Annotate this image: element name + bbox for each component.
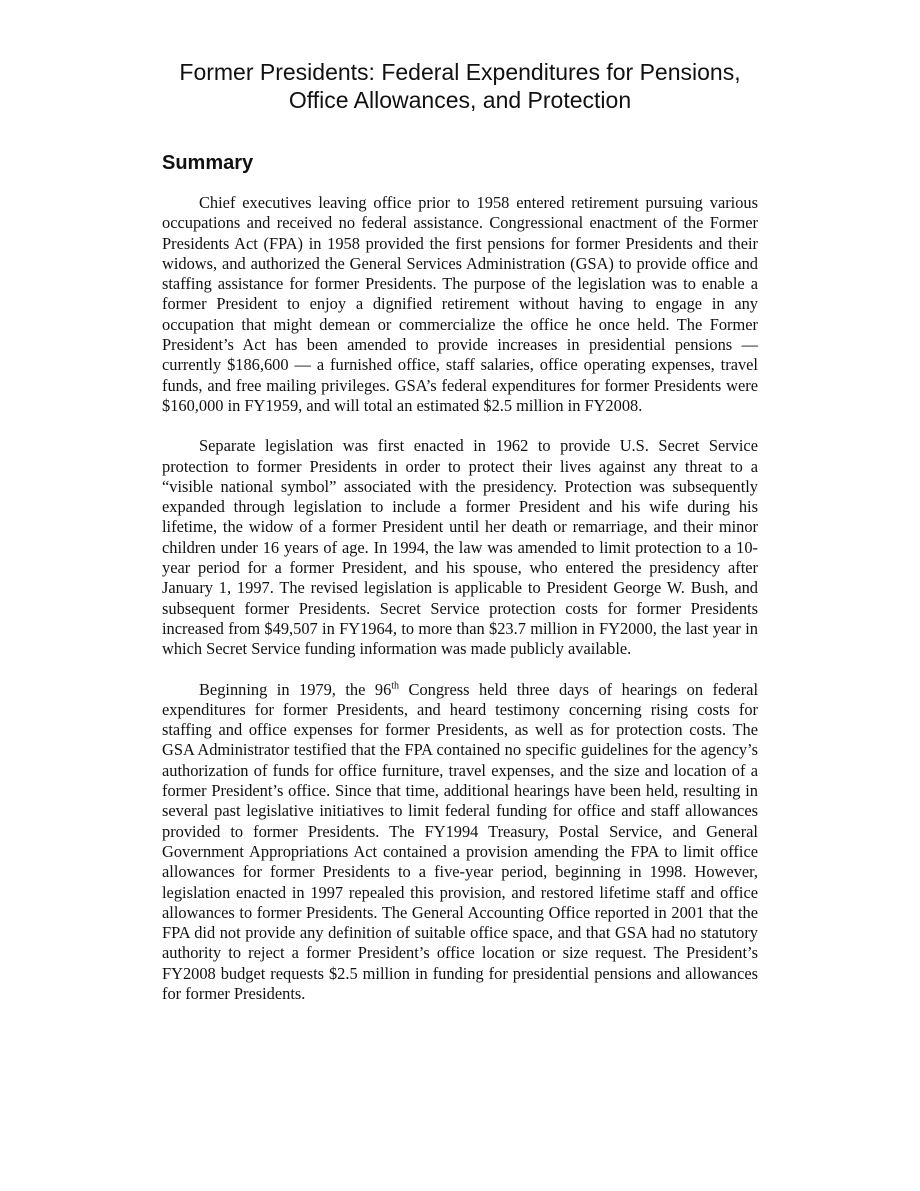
title-line-1: Former Presidents: Federal Expenditures for Pensions, xyxy=(179,59,741,85)
ordinal-superscript: th xyxy=(391,680,400,692)
document-title xyxy=(162,58,758,114)
section-heading: Summary xyxy=(162,152,254,174)
paragraph-2: Separate legislation was first enacted in 1962 to provide U.S. Secret Service protection to former Presidents in order to protect their lives against any threat to a “visible national symbol” associated with the presidency. Protection was subsequently expanded through legislation to include a former President and his wife during his lifetime, the widow of a former President until her death or remarriage, and their minor children under 16 years of age. In 1994, the law was amended to limit protection to a 10-year period for a former President, and his spouse, who entered the presidency after January 1, 1997. The revised legislation is applicable to President George W. Bush, and subsequent former Presidents. Secret Service protection costs for former Presidents increased from $49,507 in FY1964, to more than $23.7 million in FY2000, the last year in which Secret Service funding information was made publicly available. xyxy=(162,436,758,659)
paragraph-3-rest: Congress held three days of hearings on federal expenditures for former Presidents, and heard testimony concerning rising costs for staffing and office expenses for former Presidents, as well as for protection costs. The GSA Administrator testified that the FPA contained no specific guidelines for the agency’s authorization of funds for office furniture, travel expenses, and the size and location of a former President’s office. Since that time, additional hearings have been held, resulting in several past legislative initiatives to limit federal funding for office and staff allowances provided to former Presidents. The FY1994 Treasury, Postal Service, and General Government Appropriations Act contained a provision amending the FPA to limit office allowances for former Presidents to a five-year period, beginning in 1998. However, legislation enacted in 1997 repealed this provision, and restored lifetime staff and office allowances to former Presidents. The General Accounting Office reported in 2001 that the FPA did not provide any definition of suitable office space, and that GSA had no statutory authority to reject a former President’s office location or size request. The President’s FY2008 budget requests $2.5 million in funding for presidential pensions and allowances for former Presidents. xyxy=(162,679,758,1003)
document-page xyxy=(162,58,758,1024)
paragraph-3 xyxy=(162,680,758,1005)
title-line-2: Office Allowances, and Protection xyxy=(288,87,632,113)
paragraph-3-start: Beginning in 1979, the 96 xyxy=(199,679,392,699)
paragraph-1: Chief executives leaving office prior to 1958 entered retirement pursuing various occupations and received no federal assistance. Congressional enactment of the Former Presidents Act (FPA) in 1958 provided the first pensions for former Presidents and their widows, and authorized the General Services Administration (GSA) to provide office and staffing assistance for former Presidents. The purpose of the legislation was to enable a former President to enjoy a dignified retirement without having to engage in any occupation that might demean or commercialize the office he once held. The Former President’s Act has been amended to provide increases in presidential pensions — currently $186,600 — a furnished office, staff salaries, office operating expenses, travel funds, and free mailing privileges. GSA’s federal expenditures for former Presidents were $160,000 in FY1959, and will total an estimated $2.5 million in FY2008. xyxy=(162,193,758,415)
